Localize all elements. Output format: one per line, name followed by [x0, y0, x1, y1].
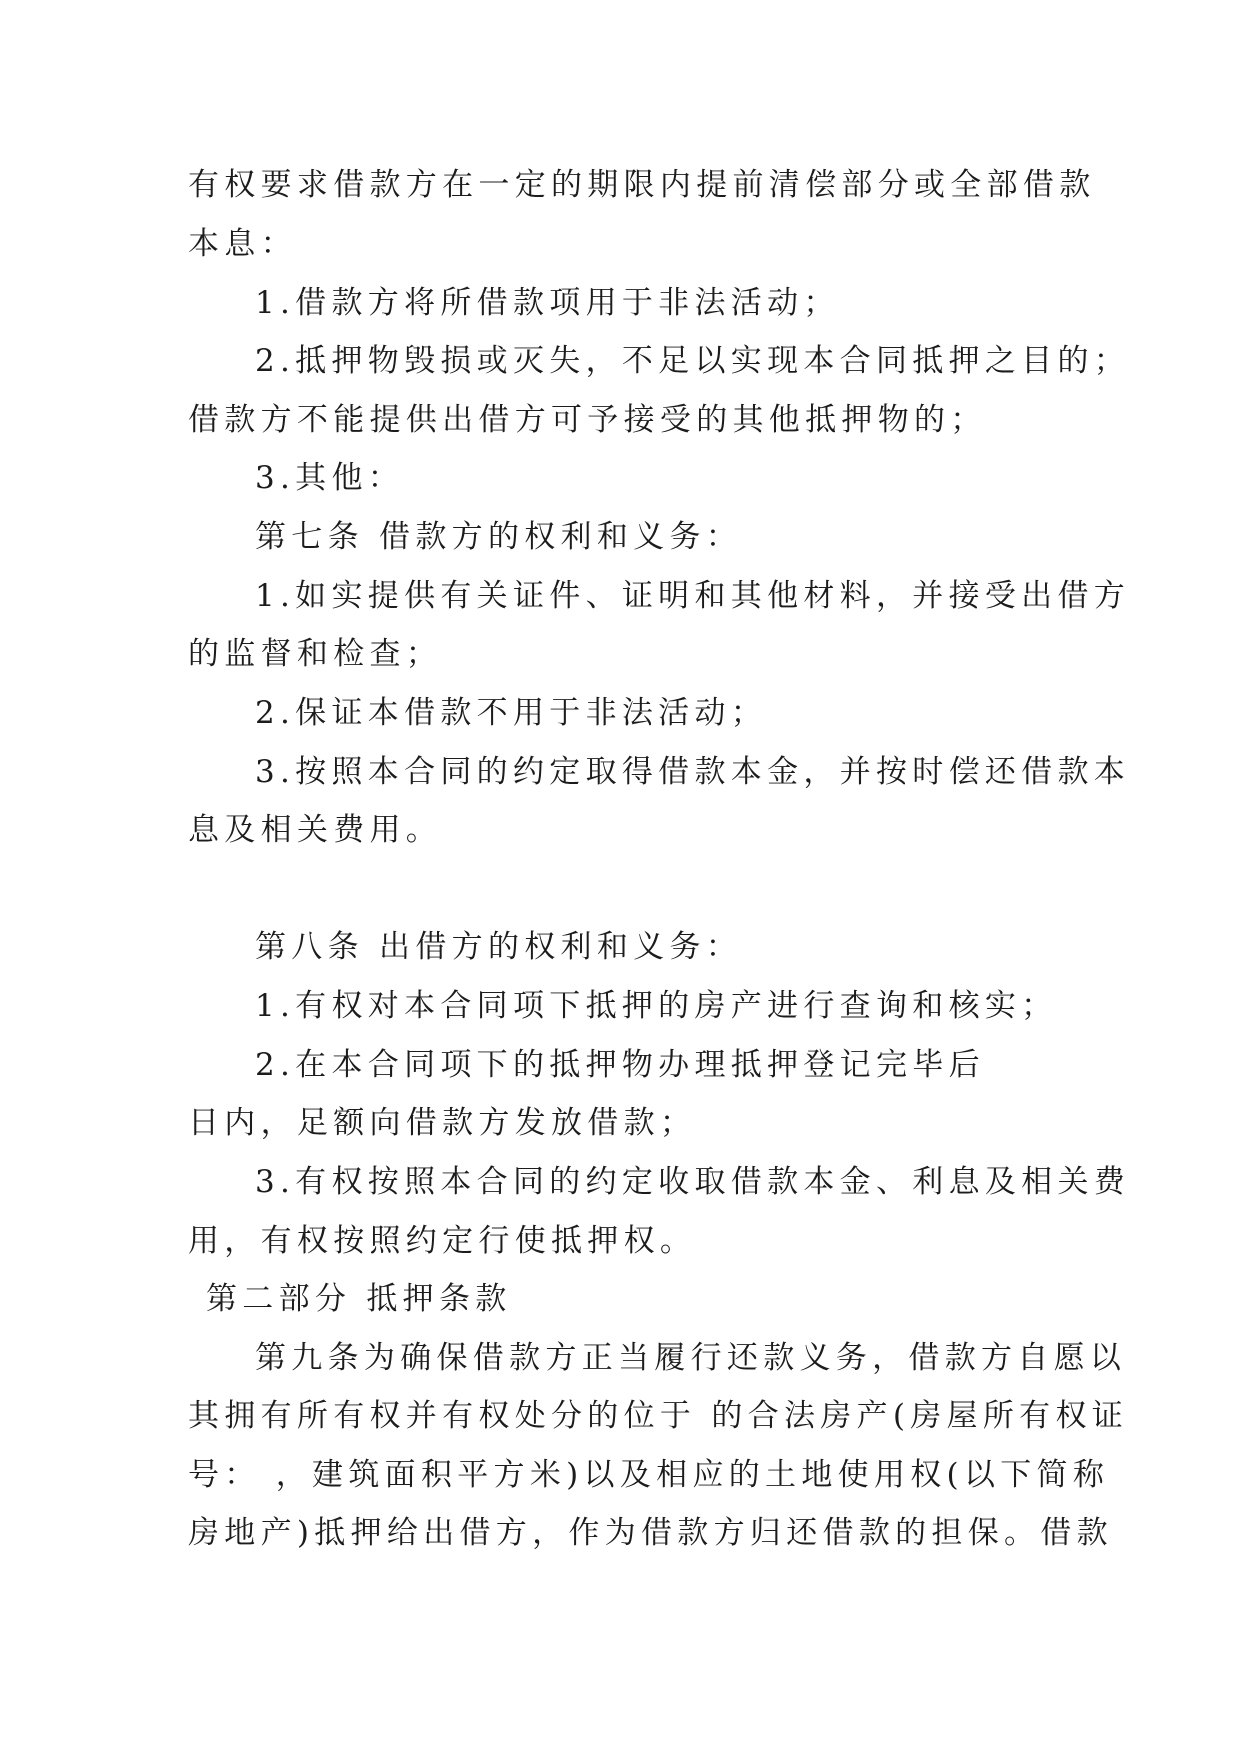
text-line: 借款方不能提供出借方可予接受的其他抵押物的；: [188, 402, 987, 438]
list-item: 3.按照本合同的约定取得借款本金，并按时偿还借款本: [255, 754, 1131, 790]
article-heading: 第八条 出借方的权利和义务：: [255, 929, 743, 965]
list-item: 2.保证本借款不用于非法活动；: [255, 695, 768, 731]
text-line: 息及相关费用。: [188, 812, 443, 848]
text-line: 号： ，建筑面积平方米)以及相应的土地使用权(以下简称: [188, 1457, 1110, 1493]
text-line: 的监督和检查；: [188, 636, 443, 672]
text-line: 房地产)抵押给出借方，作为借款方归还借款的担保。借款: [188, 1515, 1113, 1551]
list-item: 2.在本合同项下的抵押物办理抵押登记完毕后: [255, 1047, 985, 1083]
list-item: 3.其他：: [255, 460, 405, 496]
text-line: 日内，足额向借款方发放借款；: [188, 1105, 697, 1141]
list-item: 1.有权对本合同项下抵押的房产进行查询和核实；: [255, 988, 1058, 1024]
list-item: 3.有权按照本合同的约定收取借款本金、利息及相关费: [255, 1164, 1131, 1200]
text-line: 有权要求借款方在一定的期限内提前清偿部分或全部借款: [188, 167, 1096, 203]
text-line: 其拥有所有权并有权处分的位于 的合法房产(房屋所有权证: [188, 1398, 1129, 1434]
text-line: 用，有权按照约定行使抵押权。: [188, 1223, 697, 1259]
part-heading: 第二部分 抵押条款: [206, 1281, 512, 1317]
list-item: 1.借款方将所借款项用于非法活动；: [255, 285, 840, 321]
list-item: 2.抵押物毁损或灭失，不足以实现本合同抵押之目的；: [255, 343, 1131, 379]
text-line: 本息：: [188, 226, 297, 262]
list-item: 1.如实提供有关证件、证明和其他材料，并接受出借方: [255, 578, 1131, 614]
article-heading: 第七条 借款方的权利和义务：: [255, 519, 743, 555]
article-heading: 第九条为确保借款方正当履行还款义务，借款方自愿以: [255, 1340, 1127, 1376]
